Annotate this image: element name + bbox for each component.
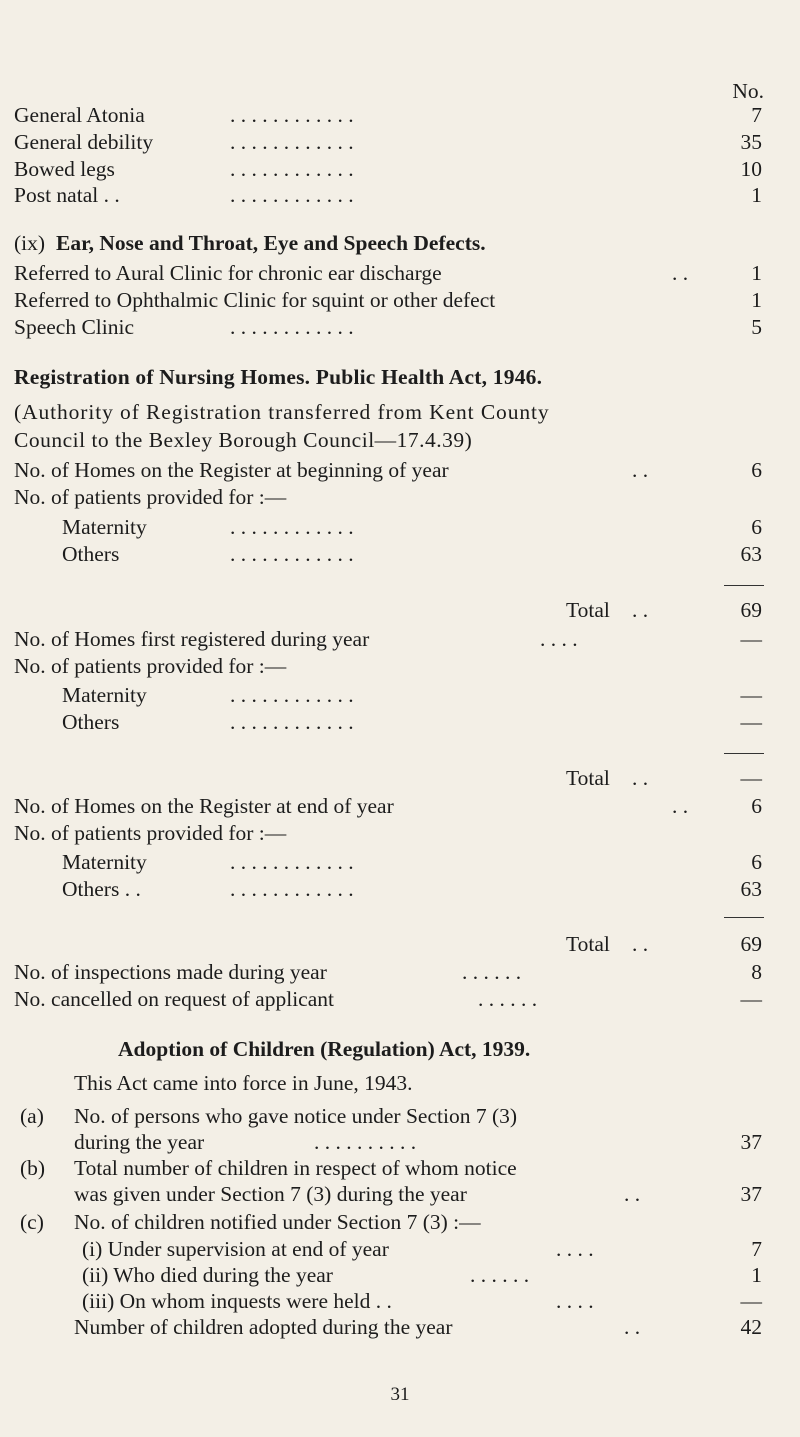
row-value: 37 [740,1130,762,1154]
row-label: Bowed legs [14,157,115,181]
row-label: Post natal . . [14,183,120,207]
section-number: (ix) [14,231,46,255]
leader-dots: . . . . . . . . . . . . [230,542,354,566]
leader-dots: . . . . . . . . . . . . [230,850,354,874]
item-text: was given under Section 7 (3) during the year [74,1182,467,1206]
row-value: 42 [740,1315,762,1339]
nursing-row [0,984,800,1014]
section-title: Adoption of Children (Regulation) Act, 1939. [118,1037,531,1061]
row-value: 37 [740,1182,762,1206]
leader-dots: . . . . [556,1237,594,1261]
column-label: No. [732,79,764,103]
item-b-line2 [0,1179,800,1209]
leader-dots: . . [672,261,689,285]
leader-dots: . . . . . . [462,960,522,984]
leader-dots: . . . . . . [478,987,538,1011]
leader-dots: . . [624,1182,641,1206]
leader-dots: . . . . . . . . . . . . [230,130,354,154]
section-heading [0,362,800,392]
row-value: 7 [751,103,762,127]
nursing-row [0,539,800,569]
total-label: Total [566,932,610,956]
leader-dots: . . . . . . . . . . . . [230,683,354,707]
item-marker: (c) [20,1210,44,1234]
nursing-row [0,482,800,512]
leader-dots: . . . . . . . . . . . . [230,710,354,734]
row-value: 10 [740,157,762,181]
total-rule [724,753,764,754]
nursing-row [0,707,800,737]
leader-dots: . . . . . . . . . . . . [230,183,354,207]
row-label: No. of patients provided for :— [14,821,287,845]
row-value: 6 [751,794,762,818]
defect-row [0,100,800,130]
item-marker: (a) [20,1104,44,1128]
leader-dots: . . [672,794,689,818]
row-value: — [740,987,762,1011]
total-value: — [740,766,762,790]
row-label: No. of patients provided for :— [14,485,287,509]
leader-dots: . . [624,1315,641,1339]
ent-row [0,285,800,315]
adopted-row [0,1312,800,1342]
row-label: No. of patients provided for :— [14,654,287,678]
row-label: Maternity [62,683,147,707]
row-value: — [740,683,762,707]
intro-text: This Act came into force in June, 1943. [74,1071,413,1095]
row-value: 7 [751,1237,762,1261]
total-rule [724,917,764,918]
row-value: — [740,1289,762,1313]
total-rule [724,585,764,586]
note-line [0,425,800,455]
ent-row [0,258,800,288]
row-label: Maternity [62,850,147,874]
row-value: 35 [740,130,762,154]
defect-row [0,180,800,210]
row-label: General debility [14,130,154,154]
leader-dots: . . . . [540,627,578,651]
item-text: No. of children notified under Section 7 (3) :— [74,1210,481,1234]
row-label: Number of children adopted during the year [74,1315,453,1339]
row-value: 63 [740,542,762,566]
note-text: (Authority of Registration transferred from Kent County [14,400,550,424]
leader-dots: . . . . . . . . . . . . [230,157,354,181]
nursing-row [0,651,800,681]
total-label: Total [566,598,610,622]
nursing-row [0,624,800,654]
nursing-row [0,874,800,904]
defect-row [0,127,800,157]
row-value: 6 [751,850,762,874]
leader-dots: . . . . . . . . . . . . [230,877,354,901]
row-value: 63 [740,877,762,901]
item-c-line1 [0,1207,800,1237]
page-number: 31 [390,1384,410,1405]
row-value: 6 [751,515,762,539]
leader-dots: . . . . . . [470,1263,530,1287]
leader-dots: . . [632,766,649,790]
row-label: Maternity [62,515,147,539]
row-label: Referred to Aural Clinic for chronic ear discharge [14,261,442,285]
leader-dots: . . . . . . . . . . . . [230,103,354,127]
row-label: (i) Under supervision at end of year [82,1237,389,1261]
row-value: — [740,627,762,651]
row-value: 5 [751,315,762,339]
total-row [0,763,800,793]
row-label: Others . . [62,877,141,901]
leader-dots: . . . . . . . . . . [314,1130,417,1154]
nursing-row [0,455,800,485]
row-value: 6 [751,458,762,482]
item-marker: (b) [20,1156,46,1180]
row-value: — [740,710,762,734]
row-label: No. of Homes on the Register at beginning of year [14,458,449,482]
section-title: Registration of Nursing Homes. Public Health Act, 1946. [14,365,543,389]
nursing-row [0,680,800,710]
row-value: 8 [751,960,762,984]
leader-dots: . . . . . . . . . . . . [230,315,354,339]
section-heading [0,1034,800,1064]
row-label: No. of Homes first registered during year [14,627,370,651]
leader-dots: . . . . . . . . . . . . [230,515,354,539]
nursing-row [0,791,800,821]
total-label: Total [566,766,610,790]
nursing-row [0,957,800,987]
intro-line [0,1068,800,1098]
row-value: 1 [751,1263,762,1287]
row-value: 1 [751,288,762,312]
note-text: Council to the Bexley Borough Council—17.4.39) [14,428,473,452]
total-row [0,929,800,959]
section-heading [0,228,800,258]
leader-dots: . . [632,458,649,482]
item-text: during the year [74,1130,205,1154]
nursing-row [0,847,800,877]
row-label: General Atonia [14,103,145,127]
leader-dots: . . . . [556,1289,594,1313]
section-title: Ear, Nose and Throat, Eye and Speech Defects. [56,231,486,255]
row-label: Others [62,710,120,734]
ent-row [0,312,800,342]
leader-dots: . . [632,932,649,956]
row-label: No. cancelled on request of applicant [14,987,334,1011]
nursing-row [0,818,800,848]
note-line [0,397,800,427]
row-label: (iii) On whom inquests were held . . [82,1289,392,1313]
row-label: No. of Homes on the Register at end of year [14,794,394,818]
total-value: 69 [740,598,762,622]
row-value: 1 [751,261,762,285]
row-label: Others [62,542,120,566]
total-value: 69 [740,932,762,956]
row-label: No. of inspections made during year [14,960,327,984]
nursing-row [0,512,800,542]
row-value: 1 [751,183,762,207]
item-text: No. of persons who gave notice under Section 7 (3) [74,1104,518,1128]
leader-dots: . . [632,598,649,622]
total-row [0,595,800,625]
row-label: Referred to Ophthalmic Clinic for squint or other defect [14,288,496,312]
item-text: Total number of children in respect of whom notice [74,1156,517,1180]
row-label: Speech Clinic [14,315,135,339]
row-label: (ii) Who died during the year [82,1263,333,1287]
